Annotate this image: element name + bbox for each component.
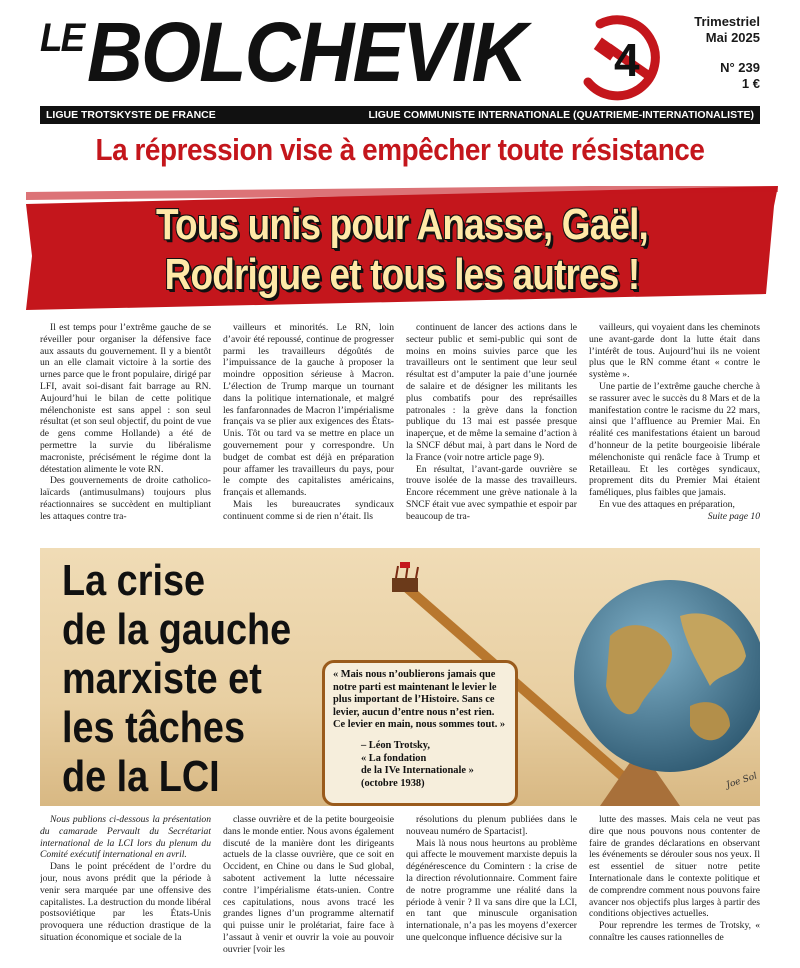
paragraph: Dans le point précédent de l’ordre du jour, nous avons prédit que la période à venir sera marquée par une offensive des capitalistes. La destruction du monde libéral postsoviétique par les États-Unis provoquera une réduction drastique de la situation économique et sociale de la (40, 861, 211, 943)
organization-bar (40, 106, 760, 124)
artist-signature: Joe Sol (725, 771, 759, 791)
masthead (40, 5, 760, 104)
continued-link[interactable]: Suite page 10 (707, 510, 760, 522)
lead-column-4 (589, 322, 760, 532)
feature-column-3 (406, 814, 577, 964)
lead-column-3 (406, 322, 577, 532)
quote-text: « Mais nous n’oublierons jamais que notre parti est maintenant le levier le plus important de l’Histoire. Sans ce levier, aucun d’entre nous n’est rien. Ce levier en main, nous sommes tout. » (333, 669, 506, 731)
price: 1 € (741, 76, 760, 91)
feature-article (40, 814, 760, 964)
quote-attribution (333, 740, 507, 790)
feature-box (40, 548, 760, 806)
lead-headline-line2: Rodrigue et tous les autres ! (164, 250, 640, 299)
frequency: Trimestriel (694, 14, 760, 29)
globe-icon (570, 576, 760, 776)
lead-column-1 (40, 322, 211, 532)
paragraph: Des gouvernements de droite catholico-laïcards (antimusulmans) toujours plus réactionnaires se succèdent en multipliant les attaques contre tra- (40, 475, 211, 522)
paragraph: continuent de lancer des actions dans le secteur public et semi-public qui sont de moins en moins suivies parce que les travailleurs ont le sentiment que leur seul résultat est d’amputer la paie d’une journée de salaire et de désigner les militants les plus combatifs pour des représailles patronales : la grève dans la fonction publique du 13 mai est passée presque inaperçue, et de même la semaine d’action à la SNCF début mai, à part dans le Nord de la France (voir notre article page 9). (406, 322, 577, 463)
feature-title (62, 556, 291, 801)
lead-article (40, 322, 760, 532)
issue-number: N° 239 (720, 60, 760, 75)
trotsky-quote (322, 660, 518, 806)
paragraph: Mais les bureaucrates syndicaux continuent comme si de rien n’était. Ils (223, 498, 394, 522)
hammer-sickle-icon (570, 12, 670, 104)
paragraph: résolutions du plenum publiées dans le nouveau numéro de Spartacist]. (406, 814, 577, 837)
logo-prefix: LE (40, 16, 84, 60)
attribution-line: de la IVe Internationale » (361, 765, 474, 777)
paragraph: En vue des attaques en préparation, (599, 498, 735, 510)
lead-headline-line1: Tous unis pour Anasse, Gaël, (156, 200, 648, 249)
paragraph: Pour reprendre les termes de Trotsky, « connaître les causes rationnelles de (589, 920, 760, 943)
feature-title-line: de la LCI (62, 752, 220, 801)
feature-title-line: La crise (62, 556, 206, 605)
paragraph: lutte des masses. Mais cela ne veut pas dire que nous pouvons nous contenter de faire de grandes déclarations en observant les événements se dérouler sous nos yeux. Il est essentiel de situer notre petite Internationale dans le contexte politique et de comprendre comment nous pouvons faire avancer nos objectifs plus larges à partir des conditions objectives actuelles. (589, 814, 760, 920)
paragraph: Nous publions ci-dessous la présentation du camarade Pervault du Secrétariat international de la LCI lors du plenum du Comité exécutif international en avril. (40, 814, 211, 861)
feature-column-1 (40, 814, 211, 964)
feature-title-line: les tâches (62, 703, 246, 752)
paragraph: vailleurs et minorités. Le RN, loin d’avoir été repoussé, continue de progresser parmi les travailleurs dégoûtés de l’impuissance de la gauche à proposer la moindre opposition sérieuse à Macron. L’élection de Trump marque un tournant dans la politique internationale, et malgré les fanfaronnades de Macron l’impérialisme français va se plier aux exigences des États-Unis. Tôt ou tard va se mettre en place un gouvernement pour y correspondre. Un budget de combat est déjà en préparation pour affamer les travailleurs du pays, pour le compte des capitalistes américains, français et allemands. (223, 322, 394, 499)
logo-main: BOLCHEVIK (87, 5, 526, 99)
headline-banner (26, 186, 778, 310)
paragraph: En résultat, l’avant-garde ouvrière se trouve isolée de la masse des travailleurs. Encore récemment une grève nationale à la SNCF était vue avec sympathie et espoir par beaucoup de tra- (406, 463, 577, 522)
emblem-number: 4 (614, 34, 640, 86)
paragraph: Une partie de l’extrême gauche cherche à se rassurer avec le succès du 8 Mars et de la manifestation contre le racisme du 22 mars, ainsi que l’affluence au Premier Mai. En réalité ces manifestations étaient un baroud d’honneur de la petite bourgeoisie libérale mélenchoniste qui renâcle face à Trump et Retailleau. Et les cortèges syndicaux, proprement dits du Premier Mai étaient faméliques, plus faibles que jamais. (589, 380, 760, 499)
issue-info (670, 14, 760, 92)
org-right: LIGUE COMMUNISTE INTERNATIONALE (QUATRIEME-INTERNATIONALISTE) (368, 109, 754, 121)
feature-title-line: de la gauche (62, 605, 292, 654)
attribution-line: « La fondation (361, 752, 427, 764)
paragraph: Mais là nous nous heurtons au problème qui affecte le mouvement marxiste depuis la dégénérescence du Comintern : la crise de la direction révolutionnaire. Comment faire de notre programme une réalité dans la période à venir ? Il va sans dire que la LCI, en tant que minuscule organisation internationale, n’a pas les moyens d’exercer une quelconque influence décisive sur la (406, 837, 577, 943)
paragraph: vailleurs, qui voyaient dans les cheminots une avant-garde dont la lutte était dans l’intérêt de tous. Aujourd’hui ils ne voient plus que le RN comme étant « contre le système ». (589, 322, 760, 381)
issue-date: Mai 2025 (705, 30, 760, 45)
paragraph: classe ouvrière et de la petite bourgeoisie dans le monde entier. Nous avons également discuté de la manière dont les dirigeants actuels de la classe ouvrière, que ce soit en Occident, en Chine ou dans le Sud global, sabotent activement la lutte nécessaire contre l’impérialisme états-unien. Contre ces capitulations, nous avons tracé les grandes lignes d’un programme alternatif qui puisse unir le prolétariat, faire face à l’assaut à venir et ouvrir la voie au pouvoir ouvrier [voir les (223, 814, 394, 955)
org-left: LIGUE TROTSKYSTE DE FRANCE (46, 109, 216, 121)
lead-kicker: La répression vise à empêcher toute résistance (95, 132, 705, 167)
lead-column-2 (223, 322, 394, 532)
feature-column-2 (223, 814, 394, 964)
feature-title-line: marxiste et (62, 654, 262, 703)
feature-column-4 (589, 814, 760, 964)
attribution-line: (octobre 1938) (361, 777, 425, 789)
attribution-line: – Léon Trotsky, (361, 739, 430, 751)
paragraph: Il est temps pour l’extrême gauche de se réveiller pour organiser la défensive face aux assauts du gouvernement. Il y a bientôt un an elle clamait victoire à la sortie des urnes parce que le front populaire, dirigé par LFI, avait soi-disant fait barrage au RN. Aujourd’hui le bilan de cette politique mélenchoniste est sans appel : son seul résultat (et son seul objectif, du point de vue de gens comme Hollande) a été de permettre la survie du libéralisme macroniste, précisément le régime dont la détestation alimente le vote RN. (40, 322, 211, 475)
newspaper-logo (40, 5, 526, 99)
